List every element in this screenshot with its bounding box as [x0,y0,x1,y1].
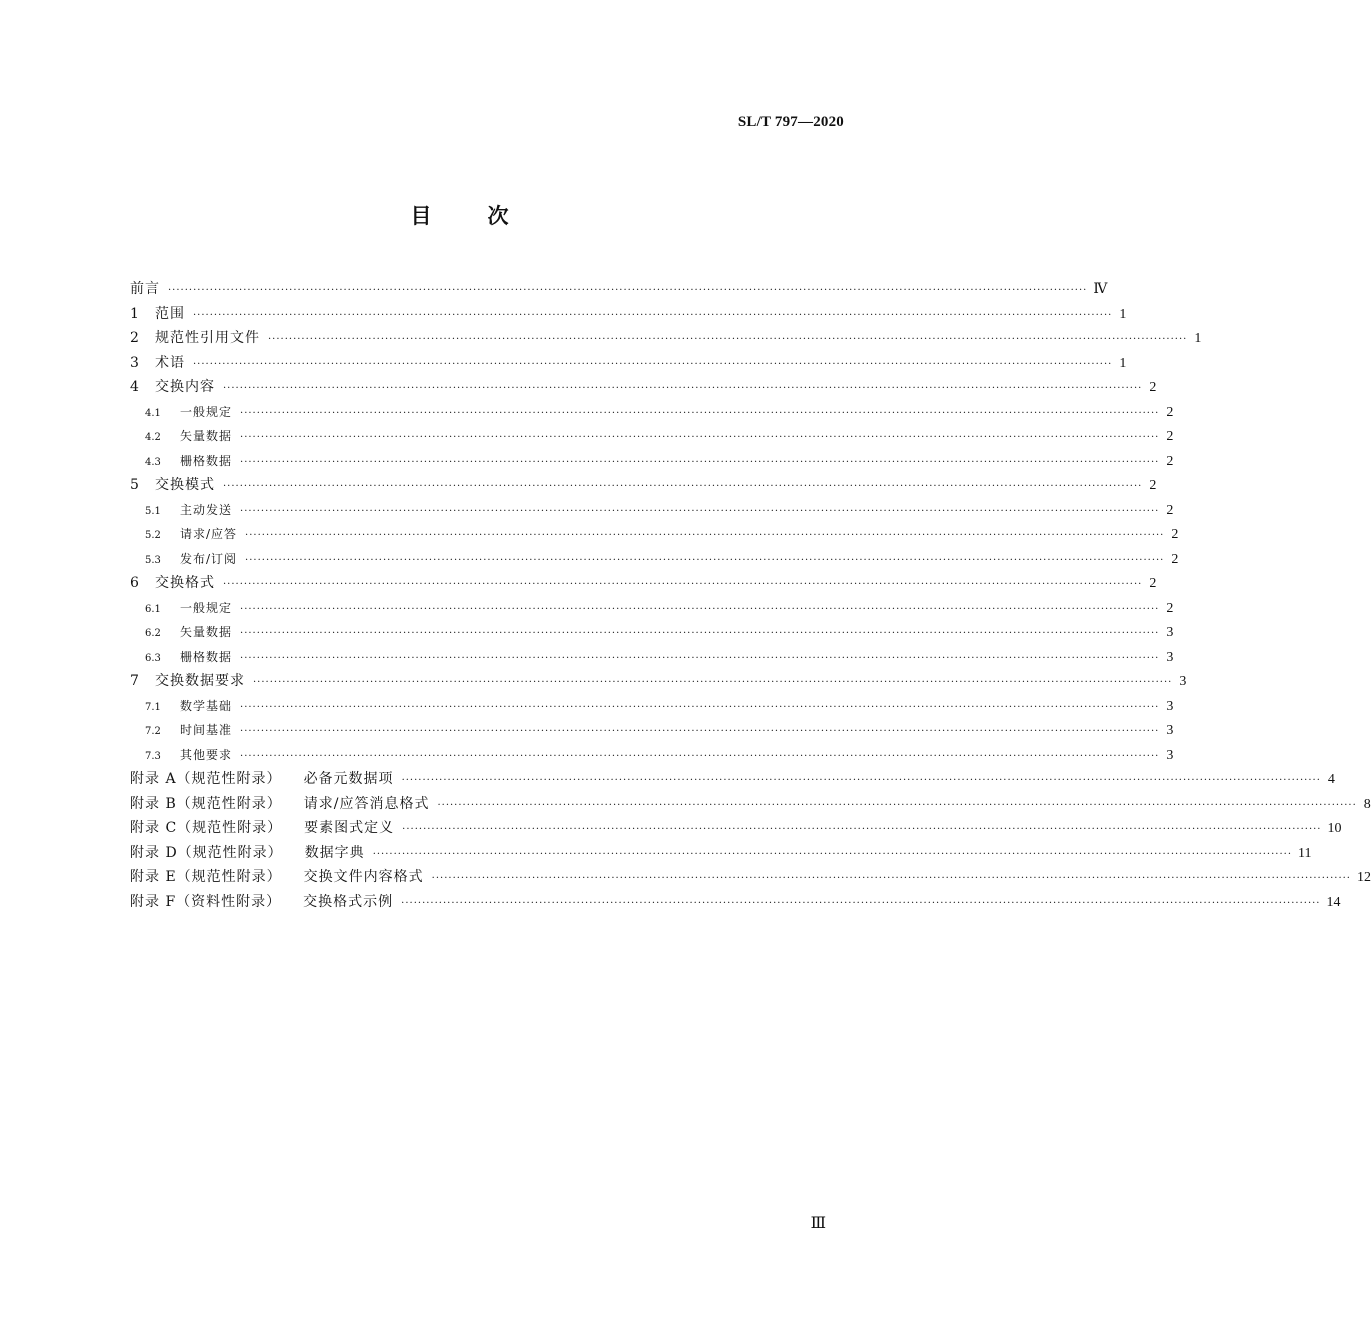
toc-entry[interactable] [130,375,1157,400]
toc-entry-page: Ⅳ [1093,282,1108,297]
toc-entry-label: 数学基础 [180,698,233,713]
dot-leader: ···························································································································································································································· [240,750,1160,762]
toc-entry-number: 6.3 [145,652,161,664]
toc-entry-label: 交换数据要求 [155,673,245,689]
toc-entry-label: 发布/订阅 [180,551,238,566]
toc-subentry[interactable] [130,620,1174,645]
toc-entry-page: 3 [1166,747,1174,763]
table-of-contents [130,277,1371,914]
toc-entry-page: 3 [1166,698,1174,714]
toc-entry[interactable] [130,326,1202,351]
dot-leader: ···························································································································································································································· [401,897,1321,909]
toc-entry-page: 10 [1327,821,1342,836]
toc-entry-number: 6 [130,575,139,591]
appendix-title: 请求/应答消息格式 [303,795,430,812]
appendix-title: 交换格式示例 [303,893,394,910]
toc-entry-number: 2 [130,330,139,346]
toc-entry-number: 5.1 [145,505,161,517]
toc-entry-page: 1 [1119,306,1127,322]
toc-entry-label: 交换模式 [155,477,215,493]
toc-entry-page: 8 [1363,796,1371,812]
toc-entry-page: 3 [1166,649,1174,665]
toc-entry-number: 6.2 [145,628,161,639]
appendix-title: 要素图式定义 [304,820,395,836]
toc-entry-label: 矢量数据 [180,625,233,639]
toc-entry-page: 2 [1171,527,1179,542]
toc-subentry[interactable] [130,547,1179,572]
toc-entry[interactable] [130,473,1157,498]
toc-appendix-b[interactable] [130,792,1371,817]
toc-entry-label: 栅格数据 [180,453,233,468]
toc-entry-page: 3 [1179,674,1187,689]
dot-leader: ···························································································································································································································· [223,579,1143,590]
toc-entry-page: 2 [1149,576,1157,591]
toc-entry-number: 7 [130,673,139,689]
toc-entry-page: 12 [1357,870,1371,885]
toc-subentry[interactable] [130,596,1174,621]
dot-leader: ···························································································································································································································· [240,407,1160,419]
toc-entry-page: 2 [1166,502,1174,518]
toc-entry-page: 3 [1166,625,1174,640]
appendix-label: 附录 D（规范性附录） [130,844,283,861]
toc-entry-page: 2 [1166,600,1174,616]
toc-entry-number: 4.3 [145,456,161,468]
dot-leader: ···························································································································································································································· [401,775,1321,786]
toc-entry-number: 7.2 [145,726,161,737]
toc-subentry[interactable] [130,743,1174,768]
dot-leader: ···························································································································································································································· [437,799,1357,811]
toc-entry-page: 2 [1149,380,1157,395]
toc-entry-page: 2 [1166,404,1174,420]
toc-entry-foreword[interactable] [130,277,1108,302]
toc-entry-page: 1 [1119,355,1127,371]
toc-entry-page: 3 [1166,723,1174,738]
toc-subentry[interactable] [130,694,1174,719]
toc-entry-label: 其他要求 [180,747,233,762]
dot-leader: ···························································································································································································································· [240,652,1160,664]
dot-leader: ···························································································································································································································· [253,677,1173,688]
toc-entry-label: 前言 [130,281,160,297]
dot-leader: ···························································································································································································································· [223,383,1143,394]
dot-leader: ···························································································································································································································· [240,603,1160,615]
dot-leader: ···························································································································································································································· [240,726,1160,737]
toc-subentry[interactable] [130,449,1174,474]
toc-entry-number: 3 [130,354,139,371]
toc-entry-label: 交换格式 [155,575,215,591]
appendix-label: 附录 E（规范性附录） [130,869,282,885]
dot-leader: ···························································································································································································································· [372,848,1293,860]
page-title: 目次 [410,204,565,228]
appendix-title: 必备元数据项 [303,771,394,787]
toc-entry-label: 矢量数据 [180,429,233,443]
toc-entry-label: 一般规定 [180,600,233,615]
toc-entry-label: 主动发送 [180,502,233,517]
toc-entry-page: 1 [1194,331,1202,346]
toc-entry-page: 2 [1149,478,1157,493]
toc-appendix-a[interactable] [130,767,1335,792]
toc-entry-page: 2 [1166,453,1174,469]
toc-entry[interactable] [130,351,1127,376]
dot-leader: ···························································································································································································································· [431,873,1351,884]
toc-appendix-f[interactable] [130,890,1341,915]
dot-leader: ···························································································································································································································· [245,554,1165,566]
toc-entry-number: 1 [130,305,139,322]
toc-entry-label: 规范性引用文件 [155,330,260,346]
toc-subentry[interactable] [130,498,1174,523]
toc-entry-label: 栅格数据 [180,649,233,664]
dot-leader: ···························································································································································································································· [240,432,1160,443]
appendix-label: 附录 A（规范性附录） [130,771,282,787]
dot-leader: ···························································································································································································································· [223,481,1143,492]
toc-appendix-e[interactable] [130,865,1371,890]
toc-entry-page: 2 [1171,551,1179,567]
dot-leader: ···························································································································································································································· [168,285,1088,296]
dot-leader: ···························································································································································································································· [240,701,1160,713]
toc-subentry[interactable] [130,400,1174,425]
dot-leader: ···························································································································································································································· [240,505,1160,517]
toc-entry-page: 14 [1326,894,1341,910]
dot-leader: ···························································································································································································································· [245,530,1165,541]
toc-entry[interactable] [130,571,1157,596]
toc-subentry[interactable] [130,718,1174,743]
toc-entry-page: 2 [1166,429,1174,444]
toc-entry-number: 7.1 [145,701,161,713]
toc-entry-number: 5 [130,477,139,493]
toc-entry-label: 交换内容 [155,379,215,395]
toc-appendix-c[interactable] [130,816,1342,841]
appendix-title: 数据字典 [304,844,365,861]
toc-entry-page: 11 [1298,845,1312,861]
appendix-label: 附录 C（规范性附录） [130,820,283,836]
dot-leader: ···························································································································································································································· [193,358,1113,370]
dot-leader: ···························································································································································································································· [240,456,1160,468]
toc-subentry[interactable] [130,424,1174,449]
toc-entry-label: 术语 [155,354,185,371]
appendix-title: 交换文件内容格式 [303,869,424,885]
toc-entry-number: 4.1 [145,407,161,419]
standard-code: SL/T 797—2020 [737,114,844,130]
toc-subentry[interactable] [130,645,1174,670]
toc-entry-label: 一般规定 [180,404,233,419]
toc-entry-number: 4.2 [145,432,161,443]
toc-entry-label: 时间基准 [180,723,233,737]
toc-entry-label: 请求/应答 [180,527,238,541]
toc-entry-page: 4 [1327,772,1335,787]
toc-subentry[interactable] [130,522,1179,547]
dot-leader: ···························································································································································································································· [193,309,1113,321]
toc-entry[interactable] [130,669,1187,694]
page-number: Ⅲ [810,1215,826,1232]
toc-entry-number: 5.2 [145,530,161,541]
toc-entry-label: 范围 [155,305,185,322]
dot-leader: ···························································································································································································································· [402,824,1322,835]
toc-entry-number: 6.1 [145,603,161,615]
toc-entry[interactable] [130,302,1127,327]
dot-leader: ···························································································································································································································· [268,334,1188,345]
toc-appendix-d[interactable] [130,841,1312,866]
appendix-label: 附录 F（资料性附录） [130,893,282,910]
appendix-label: 附录 B（规范性附录） [130,795,282,812]
toc-entry-number: 5.3 [145,554,161,566]
toc-entry-number: 4 [130,379,139,395]
toc-entry-number: 7.3 [145,750,161,762]
dot-leader: ···························································································································································································································· [240,628,1160,639]
